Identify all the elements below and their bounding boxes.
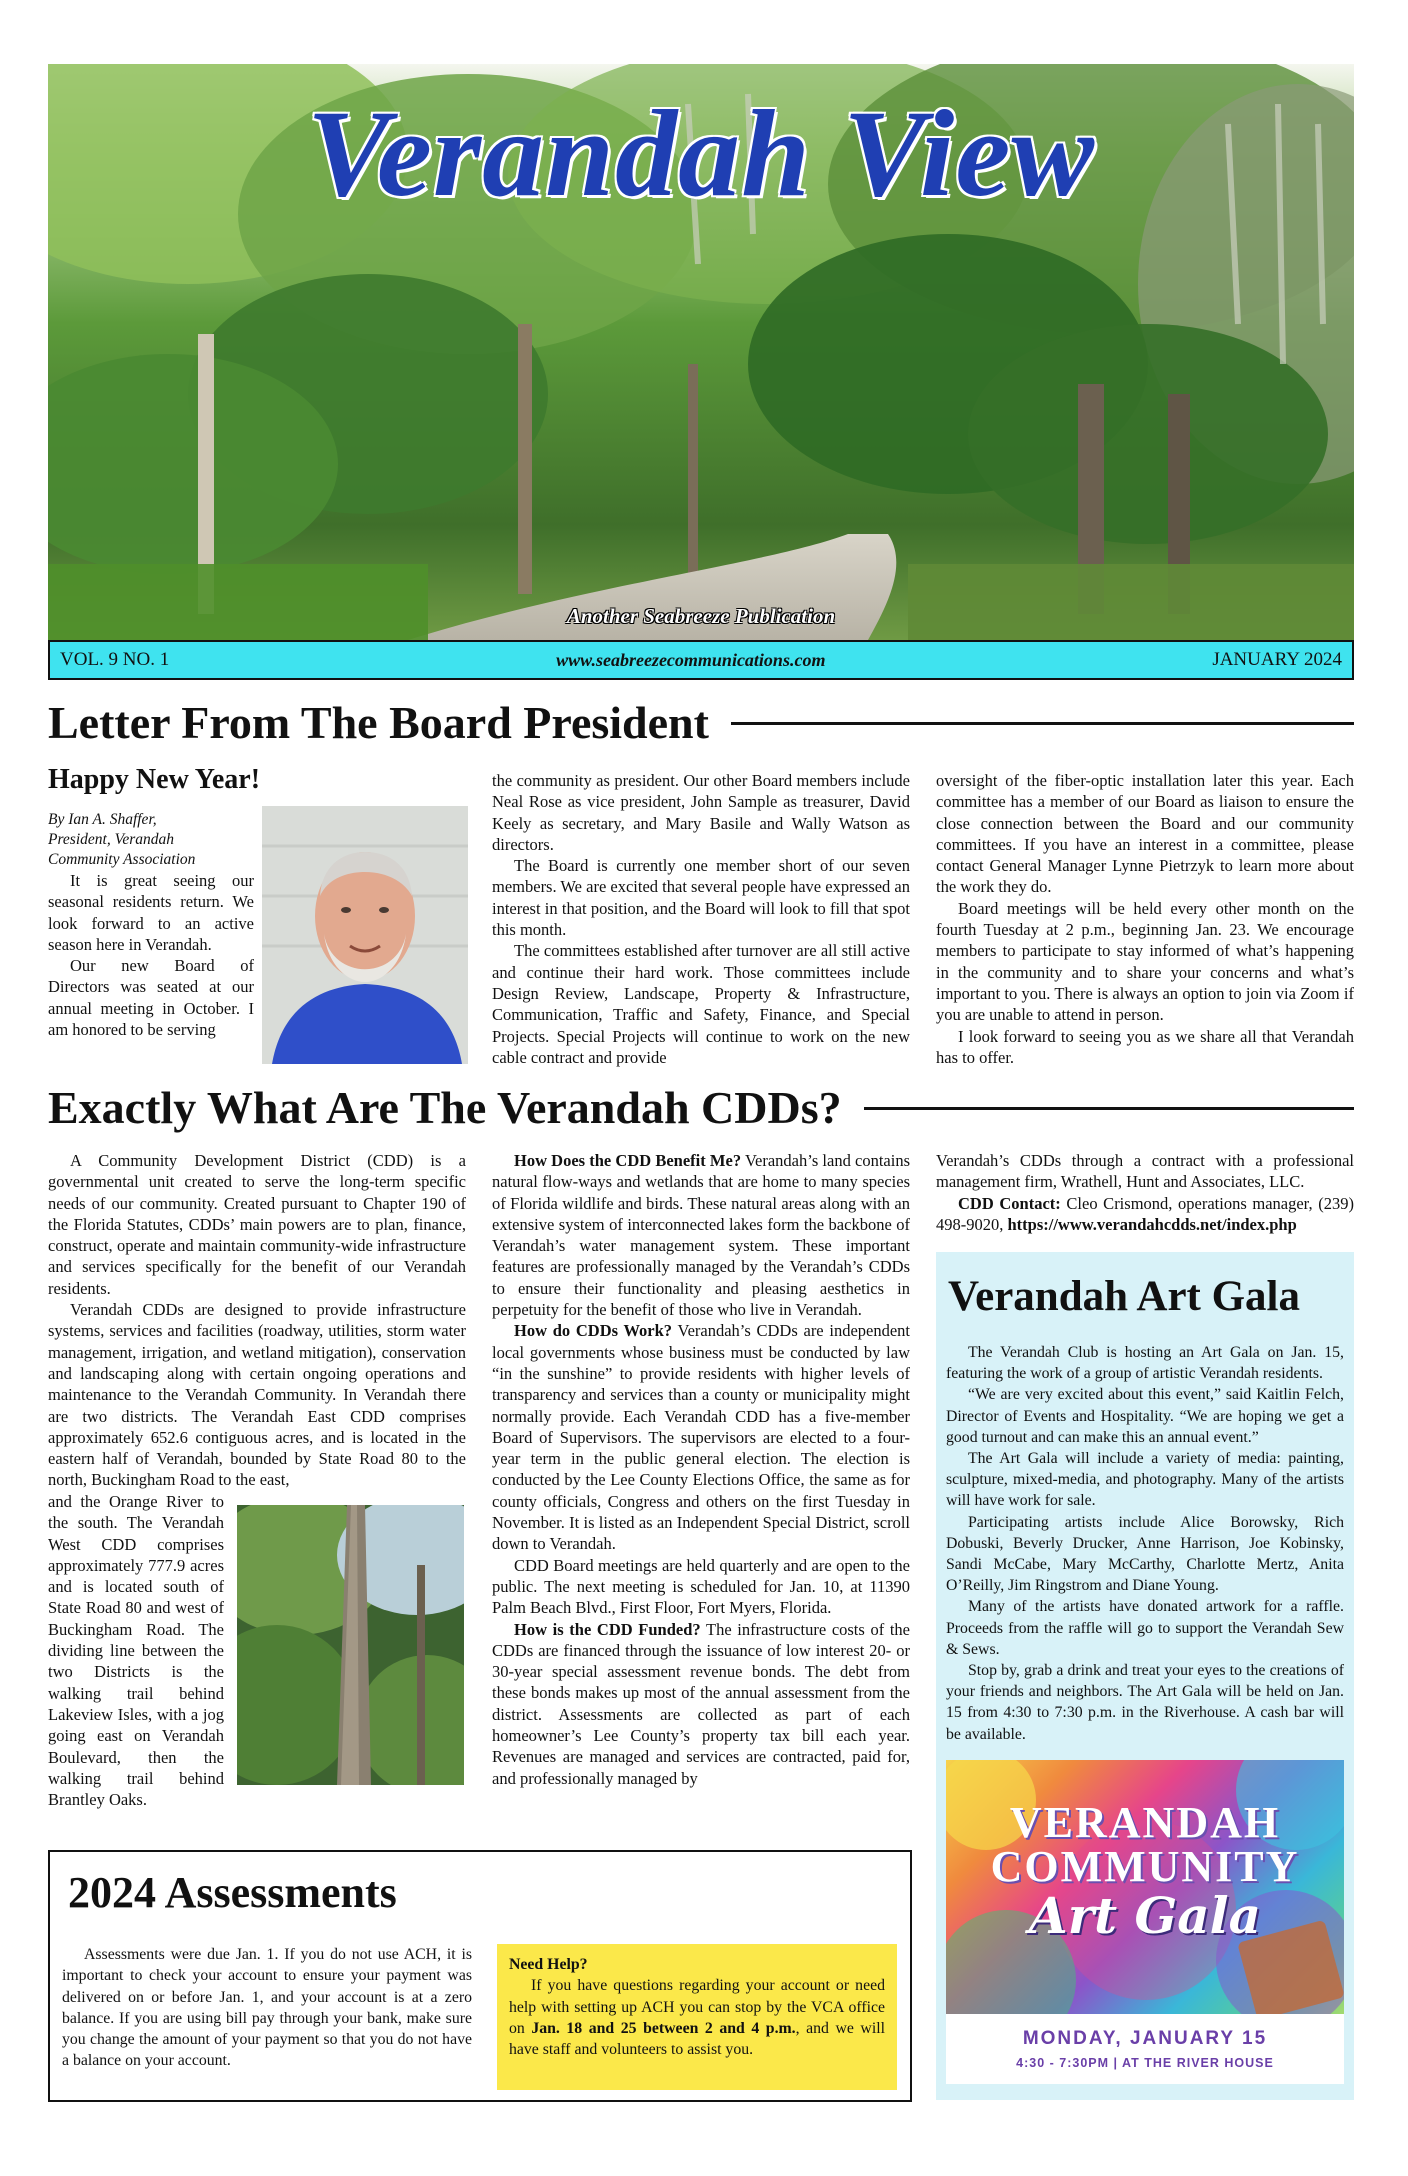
paragraph: It is great seeing our seasonal residents return. We look forward to an active season here in Verandah.: [48, 871, 254, 954]
paragraph: The Board is currently one member short of our seven members. We are excited that several people have expressed an interest in that position, and the Board will look to fill that spot this month.: [492, 856, 911, 940]
cdd-website-link[interactable]: https://www.verandahcdds.net/index.php: [1007, 1214, 1297, 1234]
paragraph: The Art Gala will include a variety of media: painting, sculpture, mixed-media, and photography. Many of the artists will have work for sale.: [946, 1450, 1344, 1510]
masthead-photo: [48, 64, 1354, 640]
publication-tag: Another Seabreeze Publication: [566, 604, 836, 628]
poster-time: 4:30 - 7:30PM | AT THE RIVER HOUSE: [1016, 2056, 1274, 2070]
poster-line-2: COMMUNITY: [990, 1842, 1300, 1891]
need-help-title: Need Help?: [509, 1956, 588, 1973]
woods-photo: [237, 1505, 464, 1785]
poster-line-1: VERANDAH: [1009, 1798, 1281, 1847]
assessments-text: [62, 1944, 472, 2072]
paragraph: the community as president. Our other Board members include Neal Rose as vice president, John Sample as treasurer, David Keely as secretary, and Mary Basile and Wally Watson as directors.: [492, 771, 910, 854]
paragraph: Assessments were due Jan. 1. If you do not use ACH, it is important to check your account to ensure your payment was delivered on or before Jan. 1, and your account is at a zero balance. If you are using bill pay through your bank, make sure you change the amount of your payment so that you do not have a balance on your account.: [62, 1946, 472, 2070]
board-letter-col1-text: [48, 810, 254, 1040]
need-help-text: If you have questions regarding your account or need help with setting up ACH you can stop by the VCA office on Jan. 18 and 25 between 2 and 4 p.m., and we will have staff and volunteers to assist you.: [509, 1977, 885, 2059]
president-portrait-photo: [262, 806, 468, 1064]
need-help-box: [497, 1944, 897, 2090]
headline-rule: [731, 722, 1354, 725]
cdd-headline: Exactly What Are The Verandah CDDs?: [48, 1082, 842, 1133]
issue-date: JANUARY 2024: [1212, 649, 1342, 670]
paragraph: Many of the artists have donated artwork for a raffle. Proceeds from the raffle will go to support the Verandah Sew & Sews.: [946, 1598, 1344, 1658]
section-lead: How do CDDs Work?: [514, 1321, 673, 1341]
paragraph: Participating artists include Alice Borowsky, Rich Dobuski, Beverly Drucker, Anne Harrison, Joe Kobinsky, Sandi McCabe, Mary McCarthy, Charlotte Mertz, Anita O’Reilly, Jim Ringstrom and Diane Young.: [946, 1513, 1344, 1595]
byline-line-2: President, Verandah: [48, 831, 174, 848]
board-letter-headline-row: [48, 695, 1354, 751]
headline-rule: [864, 1107, 1354, 1110]
assessments-headline: 2024 Assessments: [68, 1868, 397, 1917]
poster-date: MONDAY, JANUARY 15: [1022, 2028, 1268, 2049]
paragraph: Stop by, grab a drink and treat your eyes to the creations of your friends and neighbors. The Art Gala will be held on Jan. 15 from 4:30 to 7:30 p.m. in the Riverhouse. A cash bar will be available.: [946, 1662, 1344, 1743]
section-lead: How Does the CDD Benefit Me?: [514, 1151, 742, 1170]
paragraph: Board meetings will be held every other month on the fourth Tuesday at 2 p.m., beginning Jan. 23. We encourage members to participate to stay informed of what’s happening in the community and to share your concerns and what’s important to you. There is always an option to join via Zoom if you are unable to attend in person.: [936, 898, 1354, 1025]
board-letter-headline: Letter From The Board President: [48, 697, 709, 748]
poster-footer: [946, 2014, 1344, 2084]
art-gala-poster: [946, 1760, 1344, 2084]
cdd-col3: [936, 1150, 1354, 1235]
paragraph: I look forward to seeing you as we share all that Verandah has to offer.: [936, 1026, 1354, 1067]
portrait-illustration: [262, 806, 468, 1064]
art-gala-box: [936, 1252, 1354, 2100]
cdd-col1-narrow: [48, 1491, 224, 1810]
board-letter-col2: [492, 770, 910, 1068]
paragraph: oversight of the fiber-optic installation later this year. Each committee has a member of our Board as liaison to ensure the close connection between the Board and our community committees. If you have an interest in a committee, please contact General Manager Lynne Pietrzyk to learn more about the work they do.: [936, 771, 1354, 897]
cdd-col2: [492, 1150, 910, 1789]
paragraph: How Does the CDD Benefit Me? Verandah’s land contains natural flow-ways and wetlands that are home to many species of Florida wildlife and birds. These natural areas along with an extensive system of interconnected lakes form the backbone of Verandah’s water management system. These important features are professionally managed by the Verandah’s CDDs to ensure their functionality and pleasing aesthetics in perpetuity for the benefit of those who live in Verandah.: [492, 1151, 911, 1320]
cdd-col1: [48, 1150, 466, 1491]
board-letter-col3: [936, 770, 1354, 1068]
volume-number: VOL. 9 NO. 1: [60, 649, 170, 670]
woods-illustration: [237, 1505, 464, 1785]
cdd-contact: CDD Contact: Cleo Crismond, operations manager, (239) 498-9020, https://www.verandahcdds.net/index.php: [936, 1193, 1354, 1234]
paragraph: “We are very excited about this event,” said Kaitlin Felch, Director of Events and Hospitality. “We are hoping we get a good turnout and can make this an annual event.”: [946, 1386, 1344, 1446]
paragraph: Verandah CDDs are designed to provide infrastructure systems, services and facilities (roadway, utilities, storm water management, irrigation, and wetland mitigation), conservation and landscaping along with certain ongoing operations and maintenance to the Verandah Community. In Verandah there are two districts. The Verandah East CDD comprises approximately 652.6 contiguous acres, and is located in the eastern half of Verandah, bounded by State Road 80 to the north, Buckingham Road to the east,: [48, 1300, 466, 1490]
cdd-headline-row: [48, 1080, 1354, 1136]
paragraph: The Verandah Club is hosting an Art Gala on Jan. 15, featuring the work of a group of artistic Verandah residents.: [946, 1344, 1344, 1383]
art-gala-text: [946, 1342, 1344, 1745]
assessments-box: [48, 1850, 912, 2102]
paragraph: and the Orange River to the south. The Verandah West CDD comprises approximately 777.9 acres and is located south of State Road 80 and west of Buckingham Road. The dividing line between the two Districts is the walking trail behind Lakeview Isles, with a jog going east on Verandah Boulevard, then the walking trail behind Brantley Oaks.: [48, 1492, 224, 1810]
byline-line-1: By Ian A. Shaffer,: [48, 811, 157, 828]
paragraph: CDD Board meetings are held quarterly and are open to the public. The next meeting is scheduled for Jan. 10, at 11390 Palm Beach Blvd., First Floor, Fort Myers, Florida.: [492, 1555, 910, 1618]
paragraph: Our new Board of Directors was seated at our annual meeting in October. I am honored to be serving: [48, 956, 254, 1040]
board-letter-subhead: Happy New Year!: [48, 764, 261, 795]
masthead-info-bar: [48, 640, 1354, 680]
byline-line-3: Community Association: [48, 851, 196, 868]
paragraph: A Community Development District (CDD) is a governmental unit created to serve the long-term specific needs of our community. Created pursuant to Chapter 190 of the Florida Statutes, CDDs’ main powers are to plan, finance, construct, operate and maintain community-wide infrastructure and services specifically for the benefit of our Verandah residents.: [48, 1151, 466, 1298]
paragraph: The committees established after turnover are all still active and continue their hard work. Those committees include Design Review, Landscape, Property & Infrastructure, Communication, Traffic and Safety, Finance, and Special Projects. Special Projects will continue to work on the new cable contract and provide: [492, 941, 910, 1067]
paragraph: Verandah’s CDDs through a contract with a professional management firm, Wrathell, Hunt and Associates, LLC.: [936, 1151, 1354, 1192]
paragraph: How do CDDs Work? Verandah’s CDDs are independent local governments whose business must be conducted by law “in the sunshine” to provide residents with higher levels of transparency and services than a county or municipality might normally provide. Each Verandah CDD has a five-member Board of Supervisors. The supervisors are elected to a four-year term in the public general election. The election is conducted by the Lee County Elections Office, the same as for county officials, Congress and others on the first Tuesday in November. It is listed as an Independent Special District, scroll down to Verandah.: [492, 1321, 910, 1554]
paragraph: How is the CDD Funded? The infrastructure costs of the CDDs are financed through the issuance of low interest 20- or 30-year special assessment revenue bonds. The debt from these bonds makes up most of the annual assessment from the district. Assessments are collected as part of each homeowner’s Lee County’s property tax bill each year. Revenues are managed and services are contracted, paid for, and professionally managed by: [492, 1619, 910, 1788]
board-letter-col1: [48, 763, 468, 797]
section-lead: How is the CDD Funded?: [514, 1619, 701, 1639]
masthead-title: Verandah View: [306, 85, 1096, 222]
website-link[interactable]: www.seabreezecommunications.com: [556, 649, 826, 670]
art-gala-headline: Verandah Art Gala: [948, 1273, 1300, 1320]
poster-script-title: Art Gala: [1028, 1886, 1262, 1945]
